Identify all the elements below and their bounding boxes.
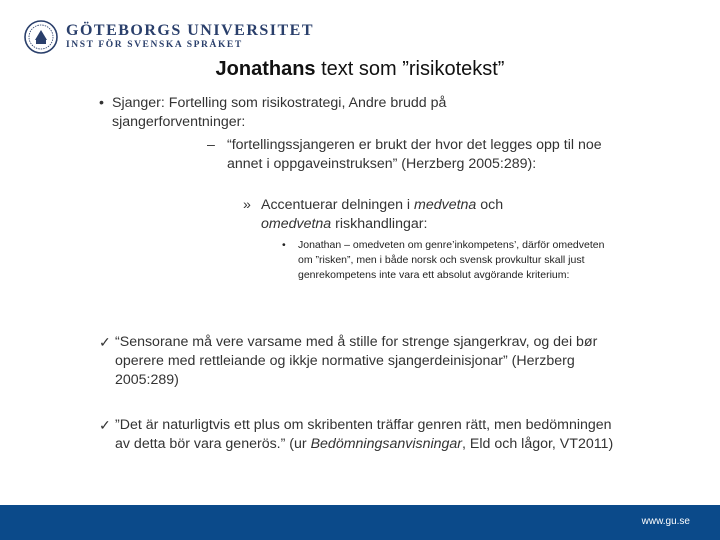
slide-title-bold: Jonathans: [215, 58, 316, 80]
bullet-small-dot-icon: •: [282, 239, 286, 251]
quote-assessment-post: , Eld och lågor, VT2011): [462, 436, 614, 452]
bullet-level-2: [207, 136, 607, 174]
footer-bar: [0, 505, 720, 540]
bullet-dash-icon: –: [207, 137, 215, 153]
genre-text: Fortelling som risikostrategi, Andre brudd på sjangerforventninger:: [112, 95, 447, 130]
quote-herzberg-1: “fortellingssjangeren er brukt der hvor det legges opp til noe annet i oppgaveinstruksen” (Herzberg 2005:289):: [227, 137, 602, 172]
accent-text-post: riskhandlingar:: [331, 216, 428, 232]
university-name: GÖTEBORGS UNIVERSITET: [66, 21, 315, 39]
checkmark-icon: ✓: [99, 334, 111, 350]
accent-text-pre: Accentuerar delningen i: [261, 197, 415, 213]
bullet-level-4: [282, 238, 612, 283]
university-seal-icon: [24, 20, 58, 54]
bullet-level-1: [99, 94, 569, 132]
accent-text-mid: och: [476, 197, 504, 213]
accent-em-unconscious: omedvetna: [261, 216, 332, 232]
check-item-2: [99, 416, 619, 454]
checkmark-icon: ✓: [99, 417, 111, 433]
quote-herzberg-2: “Sensorane må vere varsame med å stille for strenge sjangerkrav, og dei bør operere med rettleiande og ikkje normative sjangerdeinisjonar” (Herzberg 2005:289): [115, 334, 598, 388]
slide-title-rest: text som ”risikotekst”: [315, 58, 505, 80]
accent-em-conscious: medvetna: [414, 197, 477, 213]
quote-assessment-em: Bedömningsanvisningar: [310, 436, 463, 452]
genre-label: Sjanger:: [112, 95, 165, 111]
check-item-1: [99, 333, 619, 390]
department-name: INST FÖR SVENSKA SPRÅKET: [66, 40, 243, 51]
bullet-chevron-icon: »: [243, 197, 251, 213]
jonathan-note: Jonathan – omedveten om genre’inkompetens’, därför omedveten om ”risken”, men i både norsk och svensk provkultur skall just genrekompetens inte vara ett absolut avgörande kriterium:: [298, 239, 605, 281]
quote-assessment-pre: ”Det är naturligtvis ett plus om skribenten träffar genren rätt, men bedömningen av detta bör vara generös.” (ur: [115, 417, 612, 452]
footer-url[interactable]: www.gu.se: [641, 516, 690, 527]
bullet-dot-icon: •: [99, 95, 104, 111]
slide-title: [0, 58, 720, 81]
university-logo: [24, 20, 314, 54]
bullet-level-3: [243, 196, 563, 234]
